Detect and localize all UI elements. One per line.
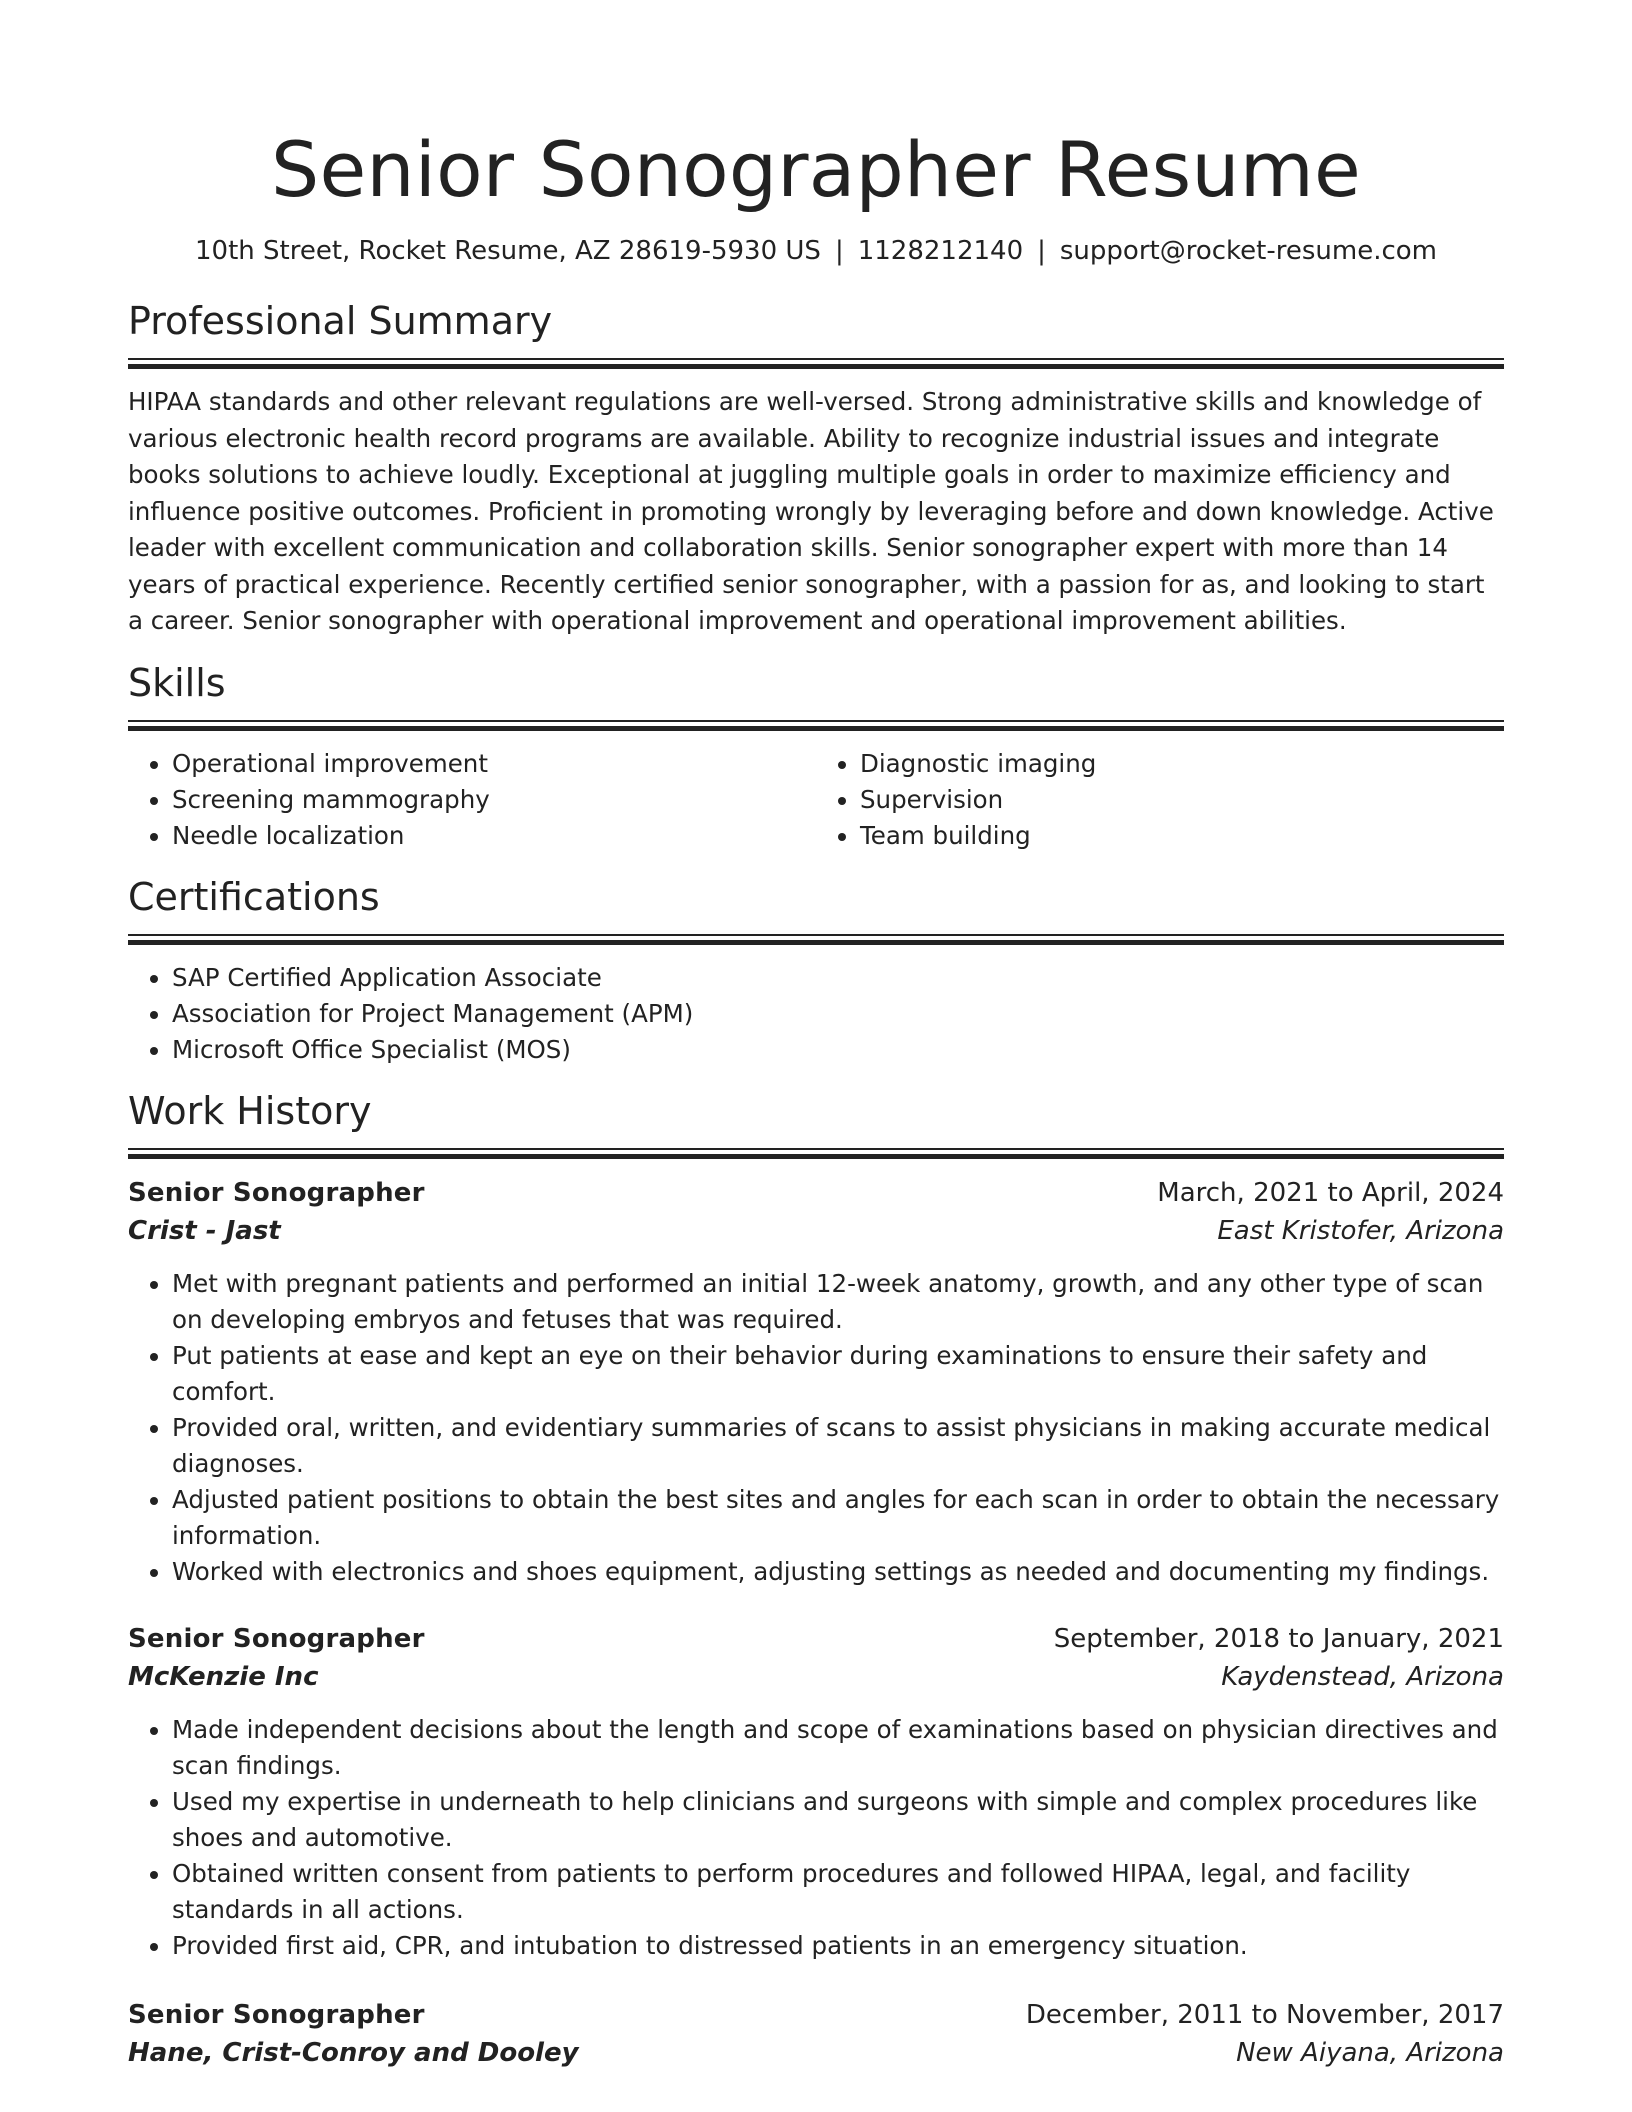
skill-item: • Screening mammography — [172, 782, 816, 818]
summary-section — [128, 298, 1504, 640]
job-bullet: • Used my expertise in underneath to help clinicians and surgeons with simple and complex procedures like shoes and automotive. — [172, 1784, 1504, 1856]
job-bullet: • Made independent decisions about the length and scope of examinations based on physician directives and scan findings. — [172, 1712, 1504, 1784]
job-entry — [128, 1174, 1504, 1590]
job-location: Kaydenstead, Arizona — [1221, 1661, 1504, 1692]
job-company: McKenzie Inc — [128, 1661, 319, 1692]
job-location: East Kristofer, Arizona — [1217, 1215, 1504, 1246]
section-divider — [128, 1148, 1504, 1160]
skill-item: • Needle localization — [172, 818, 816, 854]
skill-item: • Team building — [860, 818, 1504, 854]
summary-text: HIPAA standards and other relevant regulations are well-versed. Strong administrative skills and knowledge of various electronic health record programs are available. Ability to recognize industrial issues and integrate books solutions to achieve loudly. Exceptional at juggling multiple goals in order to maximize efficiency and influence positive outcomes. Proficient in promoting wrongly by leveraging before and down knowledge. Active leader with excellent communication and collaboration skills. Senior sonographer expert with more than 14 years of practical experience. Recently certified senior sonographer, with a passion for as, and looking to start a career. Senior sonographer with operational improvement and operational improvement abilities. — [128, 387, 1494, 635]
job-title: Senior Sonographer — [128, 1623, 425, 1654]
job-dates: March, 2021 to April, 2024 — [1157, 1177, 1504, 1208]
certification-item: • Association for Project Management (APM) — [172, 996, 1504, 1032]
resume-title: Senior Sonographer Resume — [271, 125, 1361, 214]
job-company: Crist - Jast — [128, 1215, 281, 1246]
contact-line — [128, 234, 1504, 268]
job-bullet: • Worked with electronics and shoes equipment, adjusting settings as needed and documenting my findings. — [172, 1554, 1504, 1590]
job-company: Hane, Crist-Conroy and Dooley — [128, 2037, 579, 2068]
skill-item: • Supervision — [860, 782, 1504, 818]
job-subheader — [128, 2034, 1504, 2072]
job-title: Senior Sonographer — [128, 1999, 425, 2030]
section-heading: Skills — [128, 660, 226, 705]
job-title: Senior Sonographer — [128, 1177, 425, 1208]
contact-separator: | — [834, 236, 844, 266]
job-bullet: • Met with pregnant patients and performed an initial 12-week anatomy, growth, and any other type of scan on developing embryos and fetuses that was required. — [172, 1266, 1504, 1338]
section-heading: Certifications — [128, 874, 380, 919]
skill-item: • Operational improvement — [172, 746, 816, 782]
work-history-section — [128, 1088, 1504, 2072]
section-divider — [128, 720, 1504, 732]
job-subheader — [128, 1658, 1504, 1696]
job-bullets — [128, 1266, 1504, 1590]
section-divider — [128, 358, 1504, 370]
job-bullet: • Provided first aid, CPR, and intubation to distressed patients in an emergency situation. — [172, 1928, 1504, 1964]
job-header — [128, 1996, 1504, 2034]
section-heading: Work History — [128, 1088, 372, 1133]
certifications-section — [128, 874, 1504, 1068]
job-bullet: • Obtained written consent from patients to perform procedures and followed HIPAA, legal, and facility standards in all actions. — [172, 1856, 1504, 1928]
job-bullet: • Put patients at ease and kept an eye on their behavior during examinations to ensure their safety and comfort. — [172, 1338, 1504, 1410]
certification-item: • SAP Certified Application Associate — [172, 960, 1504, 996]
job-entry — [128, 1620, 1504, 1964]
contact-address: 10th Street, Rocket Resume, AZ 28619-5930 US — [195, 236, 821, 266]
skills-right-list — [816, 746, 1504, 854]
job-header — [128, 1620, 1504, 1658]
skills-section — [128, 660, 1504, 854]
job-entry — [128, 1996, 1504, 2072]
section-divider — [128, 934, 1504, 946]
contact-separator: | — [1037, 236, 1046, 266]
contact-email: support@rocket-resume.com — [1059, 236, 1437, 266]
skill-item: • Diagnostic imaging — [860, 746, 1504, 782]
job-header — [128, 1174, 1504, 1212]
job-dates: September, 2018 to January, 2021 — [1053, 1623, 1504, 1654]
job-bullets — [128, 1712, 1504, 1964]
job-dates: December, 2011 to November, 2017 — [1025, 1999, 1504, 2030]
contact-phone: 1128212140 — [857, 236, 1024, 266]
job-subheader — [128, 1212, 1504, 1250]
job-bullet: • Adjusted patient positions to obtain the best sites and angles for each scan in order to obtain the necessary information. — [172, 1482, 1504, 1554]
skills-left-list — [128, 746, 816, 854]
job-location: New Aiyana, Arizona — [1236, 2037, 1504, 2068]
skills-columns — [128, 746, 1504, 854]
job-bullet: • Provided oral, written, and evidentiary summaries of scans to assist physicians in making accurate medical diagnoses. — [172, 1410, 1504, 1482]
certification-item: • Microsoft Office Specialist (MOS) — [172, 1032, 1504, 1068]
certifications-list — [128, 960, 1504, 1068]
section-heading: Professional Summary — [128, 299, 553, 343]
